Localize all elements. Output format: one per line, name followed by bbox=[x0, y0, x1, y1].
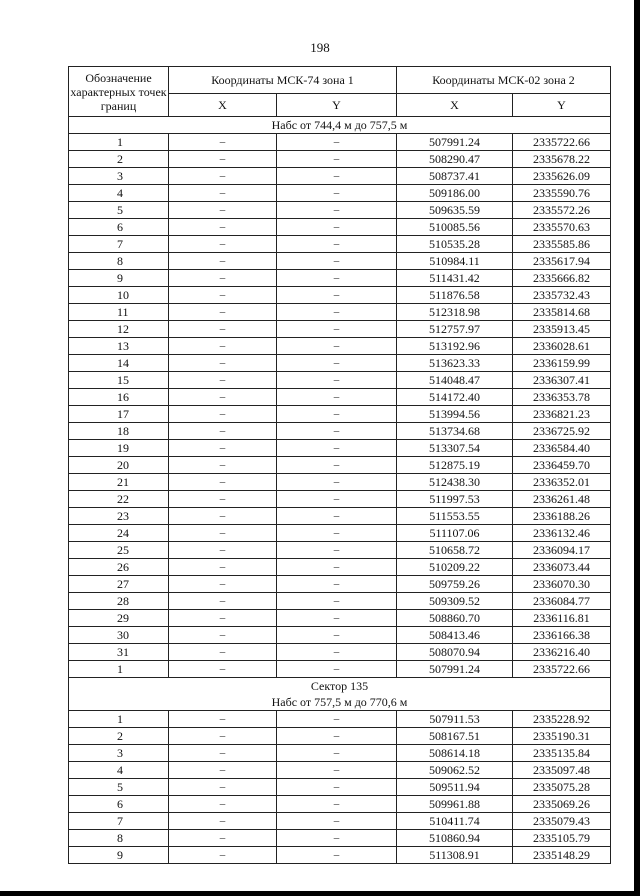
point-number: 26 bbox=[69, 559, 169, 576]
point-number: 1 bbox=[69, 711, 169, 728]
msk02-y-value: 2336188.26 bbox=[513, 508, 611, 525]
msk74-y-value: – bbox=[277, 474, 397, 491]
point-number: 24 bbox=[69, 525, 169, 542]
msk74-x-value: – bbox=[169, 321, 277, 338]
msk02-y-value: 2336307.41 bbox=[513, 372, 611, 389]
msk74-y-value: – bbox=[277, 593, 397, 610]
scan-border-right bbox=[634, 0, 640, 896]
msk74-y-value: – bbox=[277, 440, 397, 457]
msk74-x-value: – bbox=[169, 270, 277, 287]
point-number: 2 bbox=[69, 728, 169, 745]
msk02-x-value: 513994.56 bbox=[397, 406, 513, 423]
msk02-x-value: 510984.11 bbox=[397, 253, 513, 270]
msk02-y-value: 2335722.66 bbox=[513, 134, 611, 151]
msk02-y-value: 2335075.28 bbox=[513, 779, 611, 796]
msk02-y-value: 2336261.48 bbox=[513, 491, 611, 508]
msk02-x-value: 513192.96 bbox=[397, 338, 513, 355]
point-number: 8 bbox=[69, 830, 169, 847]
msk74-x-value: – bbox=[169, 491, 277, 508]
msk74-y-value: – bbox=[277, 745, 397, 762]
msk02-x-value: 513623.33 bbox=[397, 355, 513, 372]
point-number: 23 bbox=[69, 508, 169, 525]
msk02-y-value: 2335572.26 bbox=[513, 202, 611, 219]
header-msk02: Координаты МСК-02 зона 2 bbox=[397, 67, 611, 94]
point-number: 9 bbox=[69, 270, 169, 287]
msk02-x-value: 512757.97 bbox=[397, 321, 513, 338]
msk74-y-value: – bbox=[277, 338, 397, 355]
point-number: 5 bbox=[69, 779, 169, 796]
msk74-y-value: – bbox=[277, 457, 397, 474]
table-body bbox=[69, 117, 611, 864]
msk02-x-value: 508413.46 bbox=[397, 627, 513, 644]
msk02-x-value: 508737.41 bbox=[397, 168, 513, 185]
msk74-y-value: – bbox=[277, 813, 397, 830]
point-number: 4 bbox=[69, 762, 169, 779]
table-row bbox=[69, 440, 611, 457]
msk02-x-value: 507991.24 bbox=[397, 661, 513, 678]
msk74-x-value: – bbox=[169, 219, 277, 236]
msk74-x-value: – bbox=[169, 525, 277, 542]
msk02-y-value: 2336116.81 bbox=[513, 610, 611, 627]
msk02-y-value: 2336459.70 bbox=[513, 457, 611, 474]
table-row bbox=[69, 372, 611, 389]
msk02-y-value: 2335097.48 bbox=[513, 762, 611, 779]
msk02-y-value: 2336821.23 bbox=[513, 406, 611, 423]
msk74-y-value: – bbox=[277, 389, 397, 406]
msk74-x-value: – bbox=[169, 576, 277, 593]
coordinates-table bbox=[68, 66, 611, 864]
msk02-y-value: 2335732.43 bbox=[513, 287, 611, 304]
point-number: 27 bbox=[69, 576, 169, 593]
msk74-y-value: – bbox=[277, 423, 397, 440]
msk02-x-value: 510209.22 bbox=[397, 559, 513, 576]
msk74-y-value: – bbox=[277, 525, 397, 542]
point-number: 3 bbox=[69, 168, 169, 185]
table-row bbox=[69, 236, 611, 253]
msk74-x-value: – bbox=[169, 440, 277, 457]
msk74-x-value: – bbox=[169, 830, 277, 847]
table-row bbox=[69, 219, 611, 236]
msk74-y-value: – bbox=[277, 779, 397, 796]
point-number: 6 bbox=[69, 796, 169, 813]
msk02-x-value: 509186.00 bbox=[397, 185, 513, 202]
msk02-y-value: 2335617.94 bbox=[513, 253, 611, 270]
msk02-x-value: 514048.47 bbox=[397, 372, 513, 389]
msk02-x-value: 514172.40 bbox=[397, 389, 513, 406]
table-row bbox=[69, 745, 611, 762]
section-title: Набс от 744,4 м до 757,5 м bbox=[271, 117, 408, 132]
msk02-y-value: 2336216.40 bbox=[513, 644, 611, 661]
point-number: 17 bbox=[69, 406, 169, 423]
msk74-y-value: – bbox=[277, 219, 397, 236]
table-row bbox=[69, 813, 611, 830]
table-row bbox=[69, 168, 611, 185]
msk02-y-value: 2335722.66 bbox=[513, 661, 611, 678]
header-designation: Обозначение характерных точек границ bbox=[69, 67, 169, 117]
page-number: 198 bbox=[310, 40, 330, 55]
table-row bbox=[69, 457, 611, 474]
msk02-x-value: 512318.98 bbox=[397, 304, 513, 321]
msk02-y-value: 2336352.01 bbox=[513, 474, 611, 491]
msk02-x-value: 511876.58 bbox=[397, 287, 513, 304]
msk74-x-value: – bbox=[169, 661, 277, 678]
msk74-y-value: – bbox=[277, 796, 397, 813]
msk02-x-value: 511431.42 bbox=[397, 270, 513, 287]
table-row bbox=[69, 287, 611, 304]
point-number: 2 bbox=[69, 151, 169, 168]
msk74-y-value: – bbox=[277, 762, 397, 779]
msk74-y-value: – bbox=[277, 644, 397, 661]
msk74-x-value: – bbox=[169, 338, 277, 355]
point-number: 8 bbox=[69, 253, 169, 270]
msk02-x-value: 510085.56 bbox=[397, 219, 513, 236]
msk74-y-value: – bbox=[277, 711, 397, 728]
table-row bbox=[69, 796, 611, 813]
msk74-y-value: – bbox=[277, 728, 397, 745]
msk74-x-value: – bbox=[169, 762, 277, 779]
msk02-y-value: 2336094.17 bbox=[513, 542, 611, 559]
msk02-y-value: 2336725.92 bbox=[513, 423, 611, 440]
table-row bbox=[69, 355, 611, 372]
msk74-x-value: – bbox=[169, 287, 277, 304]
msk02-y-value: 2335913.45 bbox=[513, 321, 611, 338]
msk02-x-value: 512438.30 bbox=[397, 474, 513, 491]
msk74-y-value: – bbox=[277, 830, 397, 847]
msk74-y-value: – bbox=[277, 372, 397, 389]
msk74-y-value: – bbox=[277, 253, 397, 270]
point-number: 31 bbox=[69, 644, 169, 661]
msk02-x-value: 510658.72 bbox=[397, 542, 513, 559]
scan-border-bottom bbox=[0, 891, 640, 896]
msk74-x-value: – bbox=[169, 593, 277, 610]
msk02-y-value: 2335570.63 bbox=[513, 219, 611, 236]
msk74-y-value: – bbox=[277, 491, 397, 508]
msk02-y-value: 2336070.30 bbox=[513, 576, 611, 593]
msk74-x-value: – bbox=[169, 253, 277, 270]
msk02-y-value: 2336166.38 bbox=[513, 627, 611, 644]
msk02-x-value: 509511.94 bbox=[397, 779, 513, 796]
table-row bbox=[69, 661, 611, 678]
point-number: 7 bbox=[69, 236, 169, 253]
msk02-x-value: 508290.47 bbox=[397, 151, 513, 168]
msk02-y-value: 2335190.31 bbox=[513, 728, 611, 745]
msk02-y-value: 2335135.84 bbox=[513, 745, 611, 762]
table-row bbox=[69, 202, 611, 219]
msk74-x-value: – bbox=[169, 168, 277, 185]
msk02-x-value: 509309.52 bbox=[397, 593, 513, 610]
msk74-x-value: – bbox=[169, 644, 277, 661]
point-number: 3 bbox=[69, 745, 169, 762]
msk74-y-value: – bbox=[277, 185, 397, 202]
msk74-y-value: – bbox=[277, 304, 397, 321]
point-number: 20 bbox=[69, 457, 169, 474]
table-row bbox=[69, 151, 611, 168]
table-row bbox=[69, 253, 611, 270]
msk74-x-value: – bbox=[169, 185, 277, 202]
point-number: 30 bbox=[69, 627, 169, 644]
msk74-y-value: – bbox=[277, 627, 397, 644]
point-number: 9 bbox=[69, 847, 169, 864]
msk74-y-value: – bbox=[277, 202, 397, 219]
msk02-x-value: 513307.54 bbox=[397, 440, 513, 457]
table-row bbox=[69, 779, 611, 796]
msk02-x-value: 511308.91 bbox=[397, 847, 513, 864]
table-row bbox=[69, 134, 611, 151]
msk74-y-value: – bbox=[277, 610, 397, 627]
point-number: 15 bbox=[69, 372, 169, 389]
point-number: 4 bbox=[69, 185, 169, 202]
msk02-y-value: 2336073.44 bbox=[513, 559, 611, 576]
header-msk02-x: X bbox=[397, 94, 513, 117]
point-number: 29 bbox=[69, 610, 169, 627]
msk02-y-value: 2335590.76 bbox=[513, 185, 611, 202]
point-number: 10 bbox=[69, 287, 169, 304]
table-row bbox=[69, 304, 611, 321]
msk02-y-value: 2336132.46 bbox=[513, 525, 611, 542]
table-row bbox=[69, 728, 611, 745]
msk74-y-value: – bbox=[277, 168, 397, 185]
msk02-y-value: 2335228.92 bbox=[513, 711, 611, 728]
msk02-y-value: 2336159.99 bbox=[513, 355, 611, 372]
msk74-x-value: – bbox=[169, 610, 277, 627]
msk02-x-value: 508167.51 bbox=[397, 728, 513, 745]
section-title: Сектор 135 bbox=[310, 679, 369, 693]
msk74-y-value: – bbox=[277, 270, 397, 287]
table-row bbox=[69, 644, 611, 661]
table-row bbox=[69, 847, 611, 864]
table-row bbox=[69, 610, 611, 627]
table-row bbox=[69, 338, 611, 355]
table-row bbox=[69, 576, 611, 593]
point-number: 11 bbox=[69, 304, 169, 321]
table-row bbox=[69, 491, 611, 508]
msk74-x-value: – bbox=[169, 728, 277, 745]
msk74-y-value: – bbox=[277, 236, 397, 253]
msk74-x-value: – bbox=[169, 813, 277, 830]
msk74-x-value: – bbox=[169, 779, 277, 796]
msk02-y-value: 2336584.40 bbox=[513, 440, 611, 457]
point-number: 18 bbox=[69, 423, 169, 440]
table-row bbox=[69, 321, 611, 338]
msk74-y-value: – bbox=[277, 576, 397, 593]
msk02-x-value: 511553.55 bbox=[397, 508, 513, 525]
msk02-y-value: 2335585.86 bbox=[513, 236, 611, 253]
point-number: 14 bbox=[69, 355, 169, 372]
table-row bbox=[69, 627, 611, 644]
point-number: 21 bbox=[69, 474, 169, 491]
point-number: 1 bbox=[69, 661, 169, 678]
msk74-x-value: – bbox=[169, 542, 277, 559]
msk74-x-value: – bbox=[169, 711, 277, 728]
msk02-y-value: 2335814.68 bbox=[513, 304, 611, 321]
section-heading bbox=[69, 678, 611, 711]
msk74-x-value: – bbox=[169, 474, 277, 491]
section-heading bbox=[69, 117, 611, 134]
msk02-y-value: 2335626.09 bbox=[513, 168, 611, 185]
msk74-x-value: – bbox=[169, 134, 277, 151]
msk02-y-value: 2336084.77 bbox=[513, 593, 611, 610]
msk74-x-value: – bbox=[169, 355, 277, 372]
table-row bbox=[69, 542, 611, 559]
msk74-y-value: – bbox=[277, 406, 397, 423]
msk74-y-value: – bbox=[277, 134, 397, 151]
msk74-x-value: – bbox=[169, 627, 277, 644]
msk02-y-value: 2336028.61 bbox=[513, 338, 611, 355]
section-subtitle: Набс от 757,5 м до 770,6 м bbox=[271, 695, 408, 709]
point-number: 7 bbox=[69, 813, 169, 830]
point-number: 5 bbox=[69, 202, 169, 219]
msk02-x-value: 507911.53 bbox=[397, 711, 513, 728]
msk74-y-value: – bbox=[277, 508, 397, 525]
point-number: 25 bbox=[69, 542, 169, 559]
table-row bbox=[69, 185, 611, 202]
msk02-x-value: 510860.94 bbox=[397, 830, 513, 847]
table-row bbox=[69, 270, 611, 287]
msk02-y-value: 2335105.79 bbox=[513, 830, 611, 847]
table-row bbox=[69, 508, 611, 525]
msk02-x-value: 507991.24 bbox=[397, 134, 513, 151]
table-row bbox=[69, 762, 611, 779]
msk02-x-value: 509635.59 bbox=[397, 202, 513, 219]
msk74-y-value: – bbox=[277, 559, 397, 576]
header-msk74-y: Y bbox=[277, 94, 397, 117]
table-row bbox=[69, 525, 611, 542]
msk02-x-value: 508614.18 bbox=[397, 745, 513, 762]
msk74-x-value: – bbox=[169, 406, 277, 423]
table-row bbox=[69, 593, 611, 610]
msk02-y-value: 2335678.22 bbox=[513, 151, 611, 168]
msk02-x-value: 509062.52 bbox=[397, 762, 513, 779]
msk02-x-value: 510535.28 bbox=[397, 236, 513, 253]
table-row bbox=[69, 389, 611, 406]
msk74-x-value: – bbox=[169, 151, 277, 168]
point-number: 28 bbox=[69, 593, 169, 610]
msk74-y-value: – bbox=[277, 321, 397, 338]
msk02-y-value: 2335666.82 bbox=[513, 270, 611, 287]
msk74-y-value: – bbox=[277, 542, 397, 559]
msk02-y-value: 2335148.29 bbox=[513, 847, 611, 864]
msk74-y-value: – bbox=[277, 847, 397, 864]
msk02-x-value: 509759.26 bbox=[397, 576, 513, 593]
point-number: 6 bbox=[69, 219, 169, 236]
msk02-x-value: 512875.19 bbox=[397, 457, 513, 474]
msk74-x-value: – bbox=[169, 457, 277, 474]
msk02-x-value: 510411.74 bbox=[397, 813, 513, 830]
table-row bbox=[69, 559, 611, 576]
msk74-x-value: – bbox=[169, 372, 277, 389]
msk74-x-value: – bbox=[169, 304, 277, 321]
point-number: 12 bbox=[69, 321, 169, 338]
point-number: 1 bbox=[69, 134, 169, 151]
msk02-y-value: 2335069.26 bbox=[513, 796, 611, 813]
table-row bbox=[69, 711, 611, 728]
msk74-x-value: – bbox=[169, 559, 277, 576]
header-msk74-x: X bbox=[169, 94, 277, 117]
msk02-x-value: 511107.06 bbox=[397, 525, 513, 542]
point-number: 22 bbox=[69, 491, 169, 508]
msk02-x-value: 509961.88 bbox=[397, 796, 513, 813]
msk74-x-value: – bbox=[169, 423, 277, 440]
msk74-y-value: – bbox=[277, 287, 397, 304]
msk74-x-value: – bbox=[169, 745, 277, 762]
table-row bbox=[69, 406, 611, 423]
msk02-x-value: 511997.53 bbox=[397, 491, 513, 508]
msk74-x-value: – bbox=[169, 508, 277, 525]
point-number: 19 bbox=[69, 440, 169, 457]
msk02-x-value: 513734.68 bbox=[397, 423, 513, 440]
msk74-x-value: – bbox=[169, 389, 277, 406]
msk02-y-value: 2335079.43 bbox=[513, 813, 611, 830]
msk74-x-value: – bbox=[169, 202, 277, 219]
msk74-x-value: – bbox=[169, 847, 277, 864]
table-row bbox=[69, 474, 611, 491]
header-msk02-y: Y bbox=[513, 94, 611, 117]
msk02-y-value: 2336353.78 bbox=[513, 389, 611, 406]
msk74-y-value: – bbox=[277, 151, 397, 168]
msk74-x-value: – bbox=[169, 796, 277, 813]
point-number: 13 bbox=[69, 338, 169, 355]
msk02-x-value: 508860.70 bbox=[397, 610, 513, 627]
header-msk74: Координаты МСК-74 зона 1 bbox=[169, 67, 397, 94]
msk74-x-value: – bbox=[169, 236, 277, 253]
point-number: 16 bbox=[69, 389, 169, 406]
msk02-x-value: 508070.94 bbox=[397, 644, 513, 661]
msk74-y-value: – bbox=[277, 355, 397, 372]
table-row bbox=[69, 830, 611, 847]
table-row bbox=[69, 423, 611, 440]
msk74-y-value: – bbox=[277, 661, 397, 678]
